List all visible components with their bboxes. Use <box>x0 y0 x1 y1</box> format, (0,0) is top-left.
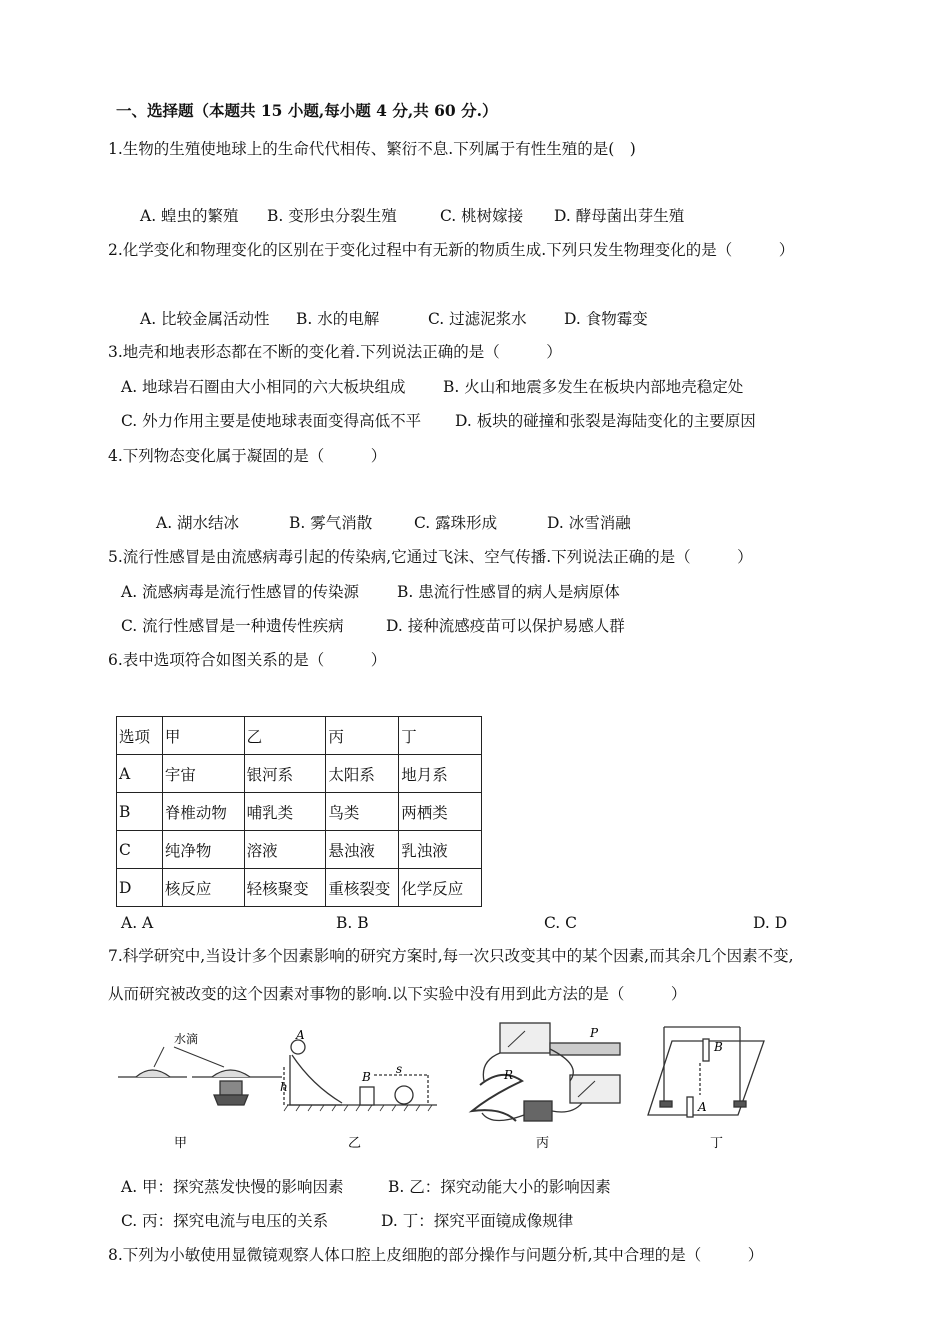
label-b: B <box>362 1070 371 1084</box>
q3-option-d: D. 板块的碰撞和张裂是海陆变化的主要原因 <box>455 412 756 430</box>
q1-option-d: D. 酵母菌出芽生殖 <box>554 207 685 225</box>
question-5-stem: 5.流行性感冒是由流感病毒引起的传染病,它通过飞沫、空气传播.下列说法正确的是（ ） <box>108 548 753 566</box>
table-cell: 脊椎动物 <box>162 793 244 831</box>
q3-option-c: C. 外力作用主要是使地球表面变得高低不平 <box>121 412 422 430</box>
q6-option-b: B. B <box>336 914 369 932</box>
question-7-stem-line2: 从而研究被改变的这个因素对事物的影响.以下实验中没有用到此方法的是（ ） <box>108 985 687 1003</box>
question-1-stem: 1.生物的生殖使地球上的生命代代相传、繁衍不息.下列属于有性生殖的是( ) <box>108 140 636 158</box>
question-6-stem: 6.表中选项符合如图关系的是（ ） <box>108 651 387 669</box>
label-r: R <box>504 1068 514 1082</box>
caption-ding: 丁 <box>710 1136 724 1151</box>
question-2-stem: 2.化学变化和物理变化的区别在于变化过程中有无新的物质生成.下列只发生物理变化的是（ ） <box>108 241 795 259</box>
q3-option-a: A. 地球岩石圈由大小相同的六大板块组成 <box>121 378 406 396</box>
table-cell: 轻核聚变 <box>244 869 326 907</box>
question-8-stem: 8.下列为小敏使用显微镜观察人体口腔上皮细胞的部分操作与问题分析,其中合理的是（ ） <box>108 1246 764 1264</box>
q5-option-a: A. 流感病毒是流行性感冒的传染源 <box>121 583 360 601</box>
table-cell: B <box>117 793 163 831</box>
q7-option-a: A. 甲：探究蒸发快慢的影响因素 <box>121 1178 344 1196</box>
q6-table <box>116 716 482 907</box>
q7-experiment-figure <box>112 1015 772 1155</box>
q2-option-b: B. 水的电解 <box>296 310 380 328</box>
label-mirror-b: B <box>714 1040 723 1054</box>
q3-option-b: B. 火山和地震多发生在板块内部地壳稳定处 <box>443 378 744 396</box>
question-4-stem: 4.下列物态变化属于凝固的是（ ） <box>108 447 387 465</box>
q4-option-d: D. 冰雪消融 <box>547 514 631 532</box>
caption-jia: 甲 <box>174 1136 188 1151</box>
table-cell: C <box>117 831 163 869</box>
table-cell: D <box>117 869 163 907</box>
table-row <box>117 869 482 907</box>
q4-option-b: B. 雾气消散 <box>289 514 373 532</box>
caption-yi: 乙 <box>348 1136 362 1151</box>
table-cell: 乙 <box>244 717 326 755</box>
table-cell: 哺乳类 <box>244 793 326 831</box>
label-h: h <box>280 1080 288 1094</box>
table-header-row <box>117 717 482 755</box>
q5-option-b: B. 患流行性感冒的病人是病原体 <box>397 583 620 601</box>
figure-jia <box>118 1047 282 1105</box>
table-cell: 选项 <box>117 717 163 755</box>
table-cell: 宇宙 <box>162 755 244 793</box>
q2-option-a: A. 比较金属活动性 <box>140 310 270 328</box>
table-row <box>117 793 482 831</box>
q5-option-d: D. 接种流感疫苗可以保护易感人群 <box>386 617 625 635</box>
q6-option-a: A. A <box>121 914 154 932</box>
q1-option-c: C. 桃树嫁接 <box>440 207 524 225</box>
label-s: s <box>396 1062 403 1076</box>
table-cell: 核反应 <box>162 869 244 907</box>
table-cell: 溶液 <box>244 831 326 869</box>
question-3-stem: 3.地壳和地表形态都在不断的变化着.下列说法正确的是（ ） <box>108 343 562 361</box>
table-cell: 丁 <box>399 717 482 755</box>
table-row <box>117 755 482 793</box>
q7-option-c: C. 丙：探究电流与电压的关系 <box>121 1212 329 1230</box>
label-water-drops: 水滴 <box>174 1032 199 1046</box>
table-row <box>117 831 482 869</box>
table-cell: 丙 <box>326 717 399 755</box>
table-cell: A <box>117 755 163 793</box>
table-cell: 甲 <box>162 717 244 755</box>
q4-option-a: A. 湖水结冰 <box>156 514 240 532</box>
q1-option-a: A. 蝗虫的繁殖 <box>140 207 239 225</box>
q7-option-d: D. 丁：探究平面镜成像规律 <box>381 1212 574 1230</box>
table-cell: 重核裂变 <box>326 869 399 907</box>
figure-yi <box>284 1040 437 1111</box>
q6-option-c: C. C <box>544 914 578 932</box>
question-7-stem: 7.科学研究中,当设计多个因素影响的研究方案时,每一次只改变其中的某个因素,而其余几个因素不变, <box>108 947 794 965</box>
table-cell: 纯净物 <box>162 831 244 869</box>
table-cell: 化学反应 <box>399 869 482 907</box>
caption-bing: 丙 <box>536 1136 550 1151</box>
table-cell: 两栖类 <box>399 793 482 831</box>
q6-option-d: D. D <box>753 914 788 932</box>
label-p: P <box>590 1026 599 1040</box>
label-candle-a: A <box>698 1100 707 1114</box>
q4-option-c: C. 露珠形成 <box>414 514 498 532</box>
table-cell: 太阳系 <box>326 755 399 793</box>
table-cell: 乳浊液 <box>399 831 482 869</box>
q7-option-b: B. 乙：探究动能大小的影响因素 <box>388 1178 611 1196</box>
q2-option-d: D. 食物霉变 <box>564 310 648 328</box>
table-cell: 悬浊液 <box>326 831 399 869</box>
table-cell: 银河系 <box>244 755 326 793</box>
section-title: 一、选择题（本题共 15 小题,每小题 4 分,共 60 分.） <box>116 101 498 120</box>
q2-option-c: C. 过滤泥浆水 <box>428 310 527 328</box>
q1-option-b: B. 变形虫分裂生殖 <box>267 207 397 225</box>
table-cell: 地月系 <box>399 755 482 793</box>
label-a: A <box>296 1028 305 1042</box>
table-cell: 鸟类 <box>326 793 399 831</box>
q5-option-c: C. 流行性感冒是一种遗传性疾病 <box>121 617 344 635</box>
